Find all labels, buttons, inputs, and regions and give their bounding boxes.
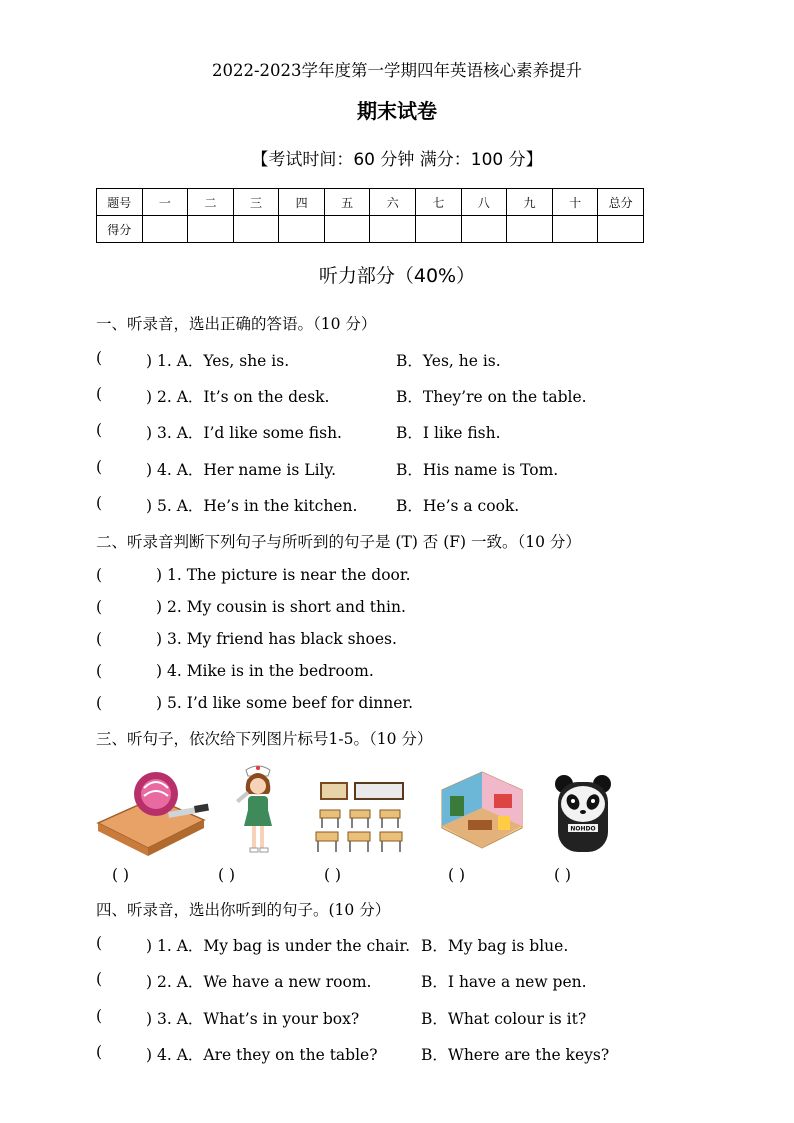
score-cell: 九: [507, 189, 553, 216]
score-table-header-row: [97, 189, 644, 216]
option-a: ) 4. A．Are they on the table?: [146, 1046, 378, 1064]
score-cell: 四: [279, 189, 325, 216]
option-b: B．What colour is it?: [421, 1010, 587, 1028]
option-b: B．Where are the keys?: [421, 1046, 610, 1064]
score-cell: 题号: [97, 189, 143, 216]
nurse-icon: [228, 760, 288, 856]
score-cell: 二: [188, 189, 234, 216]
option-a: ) 4. A．Her name is Lily.: [146, 461, 337, 479]
score-input-cell[interactable]: [188, 216, 234, 243]
score-input-cell[interactable]: [233, 216, 279, 243]
answer-paren[interactable]: (: [96, 494, 103, 512]
score-input-cell[interactable]: [416, 216, 462, 243]
statement-text: ) 4. Mike is in the bedroom.: [156, 662, 374, 680]
option-b: B．His name is Tom.: [396, 461, 559, 479]
section1-title: 一、听录音，选出正确的答语。（10 分）: [96, 315, 377, 333]
score-cell: 八: [461, 189, 507, 216]
option-a: ) 2. A．It’s on the desk.: [146, 388, 330, 406]
answer-paren[interactable]: (: [96, 630, 103, 648]
score-input-cell[interactable]: [461, 216, 507, 243]
exam-time-score: 【考试时间：60 分钟 满分：100 分】: [251, 150, 543, 170]
statement-text: ) 2. My cousin is short and thin.: [156, 598, 406, 616]
score-cell: 七: [416, 189, 462, 216]
classroom-icon: [314, 780, 410, 856]
option-a: ) 2. A．We have a new room.: [146, 973, 372, 991]
score-input-cell[interactable]: [552, 216, 598, 243]
statement-text: ) 3. My friend has black shoes.: [156, 630, 397, 648]
answer-paren[interactable]: (: [96, 662, 103, 680]
section4-title: 四、听录音，选出你听到的句子。(10 分）: [96, 901, 391, 919]
panda-backpack-icon: [552, 770, 614, 856]
score-cell: 总分: [598, 189, 644, 216]
score-cell: 五: [324, 189, 370, 216]
exam-title: 期末试卷: [357, 99, 437, 123]
answer-paren[interactable]: (: [96, 1007, 103, 1025]
answer-paren[interactable]: (: [96, 349, 103, 367]
listening-section-title: 听力部分（40%）: [318, 265, 476, 287]
answer-paren[interactable]: (: [96, 694, 103, 712]
score-cell: 六: [370, 189, 416, 216]
option-b: B．He’s a cook.: [396, 497, 520, 515]
answer-paren[interactable]: (: [96, 970, 103, 988]
picture-answer-blank[interactable]: ( ): [448, 866, 466, 884]
section3-title: 三、听句子，依次给下列图片标号1-5。（10 分）: [96, 730, 433, 748]
picture-answer-blank[interactable]: ( ): [218, 866, 236, 884]
option-b: B．I like fish.: [396, 424, 501, 442]
score-cell: 三: [233, 189, 279, 216]
picture-answer-blank[interactable]: ( ): [324, 866, 342, 884]
option-b: B．Yes, he is.: [396, 352, 501, 370]
cabbage-cutting-board-icon: [94, 768, 212, 858]
score-table: [96, 188, 644, 243]
answer-paren[interactable]: (: [96, 566, 103, 584]
option-b: B．They’re on the table.: [396, 388, 587, 406]
score-table-score-row: [97, 216, 644, 243]
answer-paren[interactable]: (: [96, 458, 103, 476]
option-b: B．My bag is blue.: [421, 937, 569, 955]
option-b: B．I have a new pen.: [421, 973, 587, 991]
answer-paren[interactable]: (: [96, 385, 103, 403]
score-cell: 十: [552, 189, 598, 216]
answer-paren[interactable]: (: [96, 421, 103, 439]
score-cell: 一: [142, 189, 188, 216]
answer-paren[interactable]: (: [96, 1043, 103, 1061]
answer-paren[interactable]: (: [96, 934, 103, 952]
option-a: ) 1. A．My bag is under the chair.: [146, 937, 410, 955]
score-input-cell[interactable]: [142, 216, 188, 243]
statement-text: ) 5. I’d like some beef for dinner.: [156, 694, 414, 712]
option-a: ) 3. A．What’s in your box?: [146, 1010, 360, 1028]
option-a: ) 1. A．Yes, she is.: [146, 352, 290, 370]
score-input-cell[interactable]: [507, 216, 553, 243]
picture-answer-blank[interactable]: ( ): [554, 866, 572, 884]
score-cell: 得分: [97, 216, 143, 243]
score-input-cell[interactable]: [324, 216, 370, 243]
picture-row: [90, 760, 730, 860]
backpack-label: NOHDO: [570, 825, 596, 833]
section2-title: 二、听录音判断下列句子与所听到的句子是 (T) 否 (F) 一致。（10 分）: [96, 533, 581, 551]
room-icon: [438, 768, 526, 856]
picture-answer-blank[interactable]: ( ): [112, 866, 130, 884]
score-input-cell[interactable]: [279, 216, 325, 243]
score-input-cell[interactable]: [598, 216, 644, 243]
score-input-cell[interactable]: [370, 216, 416, 243]
statement-text: ) 1. The picture is near the door.: [156, 566, 411, 584]
option-a: ) 5. A．He’s in the kitchen.: [146, 497, 358, 515]
exam-header-line1: 2022-2023学年度第一学期四年英语核心素养提升: [211, 61, 583, 80]
option-a: ) 3. A．I’d like some fish.: [146, 424, 342, 442]
answer-paren[interactable]: (: [96, 598, 103, 616]
